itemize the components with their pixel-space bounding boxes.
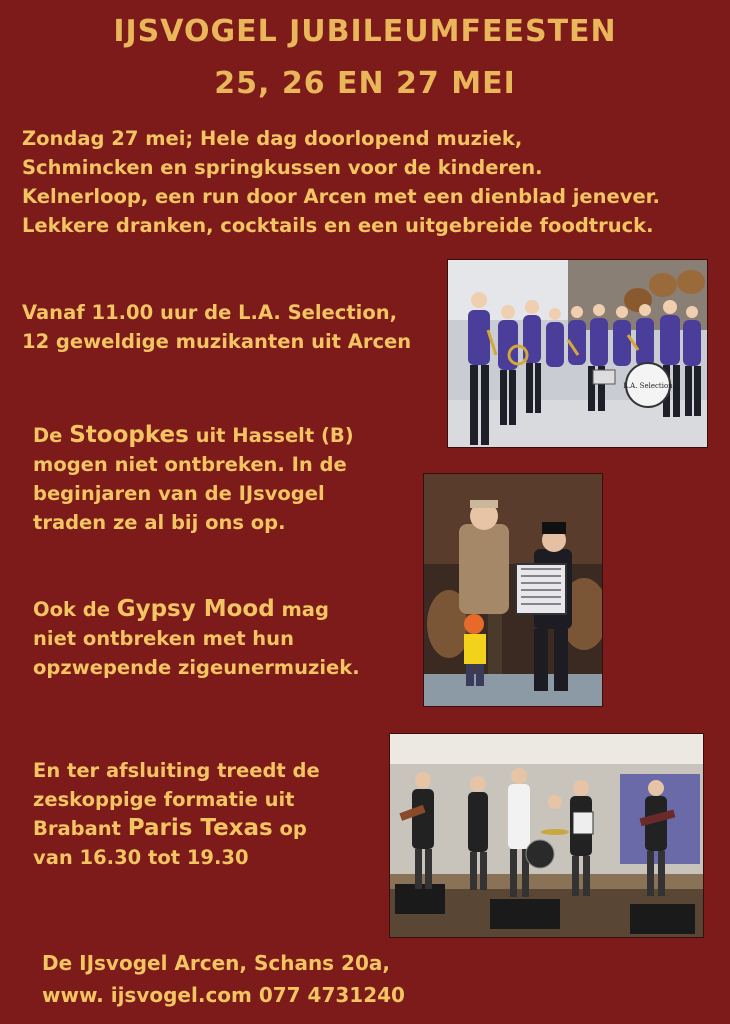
- paris-texas-photo: [389, 733, 704, 938]
- paris-prefix: Brabant: [33, 817, 128, 840]
- paris-line: En ter afsluiting treedt de: [33, 759, 320, 782]
- stoopkes-line: [33, 421, 354, 450]
- intro-text: [22, 124, 660, 240]
- stoopkes-prefix: De: [33, 424, 70, 447]
- paris-line: zeskoppige formatie uit: [33, 788, 295, 811]
- stoopkes-line: mogen niet ontbreken. In de: [33, 453, 347, 476]
- la-selection-photo: [447, 259, 708, 448]
- band-name-stoopkes: Stoopkes: [69, 422, 189, 448]
- gypsy-line: opzwepende zigeunermuziek.: [33, 656, 360, 679]
- stoopkes-text: [33, 421, 354, 537]
- gypsy-text: [33, 595, 360, 682]
- paris-line: van 16.30 tot 19.30: [33, 846, 249, 869]
- address-line: De IJsvogel Arcen, Schans 20a,: [42, 951, 390, 975]
- drum-label: L.A. Selection: [623, 382, 673, 390]
- stoopkes-line: beginjaren van de IJsvogel: [33, 482, 325, 505]
- stoopkes-photo: [423, 473, 603, 707]
- footer-contact: [42, 947, 405, 1011]
- band-name-gypsy-mood: Gypsy Mood: [116, 596, 275, 622]
- intro-line: Kelnerloop, een run door Arcen met een dienblad jenever.: [22, 185, 660, 208]
- la-selection-line: 12 geweldige muzikanten uit Arcen: [22, 330, 412, 353]
- paris-suffix: op: [272, 817, 307, 840]
- paris-line: [33, 814, 320, 843]
- la-selection-text: [22, 298, 411, 356]
- intro-line: Lekkere dranken, cocktails en een uitgebreide foodtruck.: [22, 214, 654, 237]
- gypsy-suffix: mag: [274, 598, 329, 621]
- la-selection-line: Vanaf 11.00 uur de L.A. Selection,: [22, 301, 398, 324]
- stoopkes-line: traden ze al bij ons op.: [33, 511, 286, 534]
- gypsy-line: niet ontbreken met hun: [33, 627, 294, 650]
- band-name-paris-texas: Paris Texas: [127, 815, 273, 841]
- paris-texas-text: [33, 756, 320, 872]
- gypsy-prefix: Ook de: [33, 598, 117, 621]
- event-dates: 25, 26 EN 27 MEI: [214, 66, 516, 101]
- website-phone-line: www. ijsvogel.com 077 4731240: [42, 983, 405, 1007]
- gypsy-line: [33, 595, 360, 624]
- page-title: IJSVOGEL JUBILEUMFEESTEN: [113, 14, 617, 49]
- intro-line: Schmincken en springkussen voor de kinderen.: [22, 156, 543, 179]
- stoopkes-suffix: uit Hasselt (B): [188, 424, 354, 447]
- intro-line: Zondag 27 mei; Hele dag doorlopend muziek,: [22, 127, 523, 150]
